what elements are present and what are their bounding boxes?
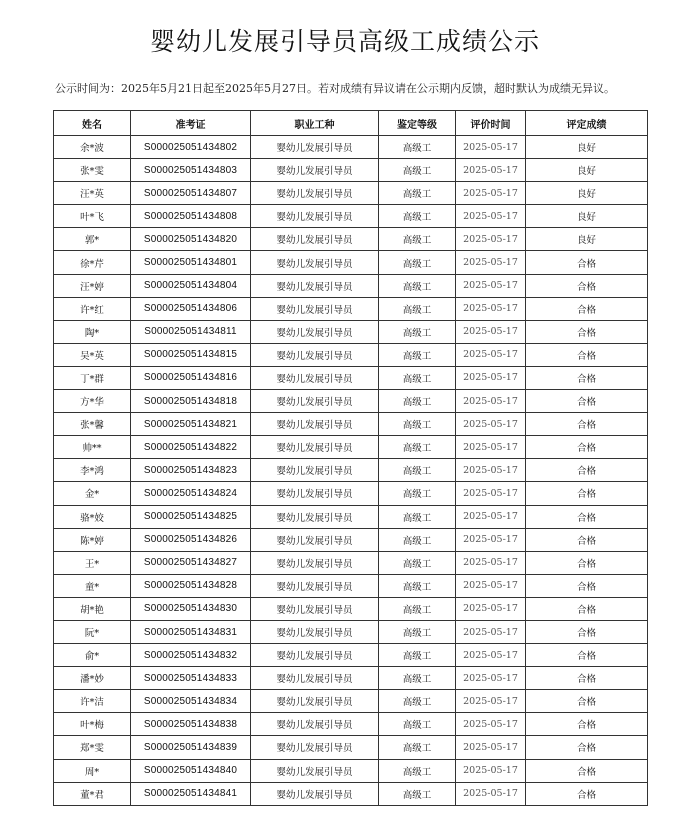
cell-date: 2025-05-17 (456, 620, 526, 643)
table-row (54, 597, 648, 620)
table-row (54, 759, 648, 782)
cell-level: 高级工 (379, 320, 456, 343)
table-row (54, 782, 648, 805)
cell-level: 高级工 (379, 251, 456, 274)
cell-name: 阮* (54, 620, 131, 643)
cell-date: 2025-05-17 (456, 736, 526, 759)
cell-result: 良好 (526, 159, 648, 182)
cell-job: 婴幼儿发展引导员 (251, 782, 379, 805)
table-row (54, 274, 648, 297)
cell-level: 高级工 (379, 713, 456, 736)
cell-ticket: S000025051434801 (131, 251, 251, 274)
cell-date: 2025-05-17 (456, 713, 526, 736)
cell-date: 2025-05-17 (456, 343, 526, 366)
cell-ticket: S000025051434804 (131, 274, 251, 297)
cell-name: 郭* (54, 228, 131, 251)
cell-date: 2025-05-17 (456, 551, 526, 574)
cell-ticket: S000025051434818 (131, 390, 251, 413)
cell-job: 婴幼儿发展引导员 (251, 182, 379, 205)
cell-ticket: S000025051434823 (131, 459, 251, 482)
cell-date: 2025-05-17 (456, 297, 526, 320)
cell-name: 陈*婷 (54, 528, 131, 551)
cell-level: 高级工 (379, 551, 456, 574)
cell-result: 合格 (526, 390, 648, 413)
cell-name: 李*鸿 (54, 459, 131, 482)
cell-result: 合格 (526, 782, 648, 805)
cell-ticket: S000025051434816 (131, 366, 251, 389)
cell-job: 婴幼儿发展引导员 (251, 597, 379, 620)
cell-result: 合格 (526, 459, 648, 482)
cell-name: 方*华 (54, 390, 131, 413)
cell-level: 高级工 (379, 459, 456, 482)
cell-name: 许*红 (54, 297, 131, 320)
cell-date: 2025-05-17 (456, 390, 526, 413)
cell-ticket: S000025051434827 (131, 551, 251, 574)
cell-name: 叶*梅 (54, 713, 131, 736)
cell-date: 2025-05-17 (456, 251, 526, 274)
cell-ticket: S000025051434826 (131, 528, 251, 551)
cell-name: 张*雯 (54, 159, 131, 182)
cell-name: 帅** (54, 436, 131, 459)
cell-job: 婴幼儿发展引导员 (251, 205, 379, 228)
cell-ticket: S000025051434833 (131, 667, 251, 690)
cell-date: 2025-05-17 (456, 574, 526, 597)
cell-result: 合格 (526, 667, 648, 690)
cell-ticket: S000025051434831 (131, 620, 251, 643)
page-title: 婴幼儿发展引导员高级工成绩公示 (149, 27, 540, 56)
cell-job: 婴幼儿发展引导员 (251, 759, 379, 782)
cell-date: 2025-05-17 (456, 436, 526, 459)
cell-level: 高级工 (379, 528, 456, 551)
cell-level: 高级工 (379, 182, 456, 205)
cell-date: 2025-05-17 (456, 528, 526, 551)
table-row (54, 482, 648, 505)
cell-job: 婴幼儿发展引导员 (251, 343, 379, 366)
cell-result: 合格 (526, 597, 648, 620)
cell-name: 俞* (54, 644, 131, 667)
cell-result: 良好 (526, 205, 648, 228)
cell-result: 合格 (526, 274, 648, 297)
cell-date: 2025-05-17 (456, 228, 526, 251)
cell-name: 童* (54, 574, 131, 597)
cell-level: 高级工 (379, 413, 456, 436)
cell-job: 婴幼儿发展引导员 (251, 136, 379, 159)
cell-level: 高级工 (379, 136, 456, 159)
cell-name: 潘*妙 (54, 667, 131, 690)
table-row (54, 505, 648, 528)
cell-name: 吴*英 (54, 343, 131, 366)
cell-result: 合格 (526, 644, 648, 667)
cell-result: 合格 (526, 505, 648, 528)
header-result: 评定成绩 (526, 111, 648, 136)
table-row (54, 390, 648, 413)
table-row (54, 228, 648, 251)
cell-result: 合格 (526, 759, 648, 782)
cell-job: 婴幼儿发展引导员 (251, 228, 379, 251)
cell-result: 合格 (526, 366, 648, 389)
table-body (54, 136, 648, 806)
header-job: 职业工种 (251, 111, 379, 136)
table-row (54, 413, 648, 436)
cell-job: 婴幼儿发展引导员 (251, 620, 379, 643)
table-row (54, 205, 648, 228)
cell-result: 合格 (526, 297, 648, 320)
cell-date: 2025-05-17 (456, 505, 526, 528)
cell-date: 2025-05-17 (456, 274, 526, 297)
cell-level: 高级工 (379, 228, 456, 251)
cell-date: 2025-05-17 (456, 690, 526, 713)
cell-ticket: S000025051434839 (131, 736, 251, 759)
cell-job: 婴幼儿发展引导员 (251, 436, 379, 459)
table-row (54, 644, 648, 667)
publicity-notice: 公示时间为：2025年5月21日起至2025年5月27日。若对成绩有异议请在公示期内反馈，超时默认为成绩无异议。 (55, 82, 615, 95)
header-ticket: 准考证 (131, 111, 251, 136)
cell-level: 高级工 (379, 644, 456, 667)
cell-ticket: S000025051434808 (131, 205, 251, 228)
cell-level: 高级工 (379, 205, 456, 228)
cell-name: 董*君 (54, 782, 131, 805)
cell-job: 婴幼儿发展引导员 (251, 667, 379, 690)
cell-ticket: S000025051434807 (131, 182, 251, 205)
cell-date: 2025-05-17 (456, 667, 526, 690)
cell-ticket: S000025051434824 (131, 482, 251, 505)
table-row (54, 574, 648, 597)
cell-result: 合格 (526, 436, 648, 459)
table-row (54, 690, 648, 713)
cell-ticket: S000025051434834 (131, 690, 251, 713)
cell-result: 合格 (526, 736, 648, 759)
cell-result: 良好 (526, 136, 648, 159)
cell-ticket: S000025051434828 (131, 574, 251, 597)
cell-level: 高级工 (379, 505, 456, 528)
cell-result: 合格 (526, 320, 648, 343)
header-level: 鉴定等级 (379, 111, 456, 136)
cell-result: 合格 (526, 482, 648, 505)
cell-level: 高级工 (379, 782, 456, 805)
cell-level: 高级工 (379, 597, 456, 620)
header-date: 评价时间 (456, 111, 526, 136)
cell-result: 合格 (526, 551, 648, 574)
table-row (54, 136, 648, 159)
cell-level: 高级工 (379, 759, 456, 782)
cell-name: 王* (54, 551, 131, 574)
cell-ticket: S000025051434806 (131, 297, 251, 320)
cell-level: 高级工 (379, 690, 456, 713)
cell-level: 高级工 (379, 343, 456, 366)
table-row (54, 528, 648, 551)
cell-name: 陶* (54, 320, 131, 343)
cell-name: 金* (54, 482, 131, 505)
cell-job: 婴幼儿发展引导员 (251, 551, 379, 574)
cell-name: 徐*芹 (54, 251, 131, 274)
cell-job: 婴幼儿发展引导员 (251, 644, 379, 667)
cell-date: 2025-05-17 (456, 413, 526, 436)
cell-job: 婴幼儿发展引导员 (251, 690, 379, 713)
cell-name: 许*洁 (54, 690, 131, 713)
cell-date: 2025-05-17 (456, 182, 526, 205)
table-row (54, 320, 648, 343)
cell-name: 汪*婷 (54, 274, 131, 297)
cell-job: 婴幼儿发展引导员 (251, 713, 379, 736)
cell-result: 合格 (526, 343, 648, 366)
cell-ticket: S000025051434832 (131, 644, 251, 667)
cell-ticket: S000025051434821 (131, 413, 251, 436)
cell-job: 婴幼儿发展引导员 (251, 274, 379, 297)
cell-date: 2025-05-17 (456, 159, 526, 182)
cell-name: 张*馨 (54, 413, 131, 436)
cell-level: 高级工 (379, 574, 456, 597)
cell-ticket: S000025051434825 (131, 505, 251, 528)
cell-result: 合格 (526, 713, 648, 736)
table-row (54, 366, 648, 389)
cell-job: 婴幼儿发展引导员 (251, 574, 379, 597)
results-table (53, 110, 648, 806)
cell-ticket: S000025051434840 (131, 759, 251, 782)
cell-job: 婴幼儿发展引导员 (251, 297, 379, 320)
cell-ticket: S000025051434811 (131, 320, 251, 343)
cell-ticket: S000025051434802 (131, 136, 251, 159)
table-row (54, 251, 648, 274)
cell-ticket: S000025051434820 (131, 228, 251, 251)
cell-job: 婴幼儿发展引导员 (251, 390, 379, 413)
cell-date: 2025-05-17 (456, 644, 526, 667)
cell-level: 高级工 (379, 159, 456, 182)
table-row (54, 620, 648, 643)
table-row (54, 667, 648, 690)
cell-level: 高级工 (379, 297, 456, 320)
cell-level: 高级工 (379, 390, 456, 413)
cell-job: 婴幼儿发展引导员 (251, 366, 379, 389)
cell-date: 2025-05-17 (456, 320, 526, 343)
cell-date: 2025-05-17 (456, 136, 526, 159)
cell-level: 高级工 (379, 366, 456, 389)
cell-name: 丁*群 (54, 366, 131, 389)
cell-ticket: S000025051434838 (131, 713, 251, 736)
cell-name: 叶*飞 (54, 205, 131, 228)
cell-name: 汪*英 (54, 182, 131, 205)
cell-level: 高级工 (379, 620, 456, 643)
table-row (54, 297, 648, 320)
cell-ticket: S000025051434815 (131, 343, 251, 366)
table-row (54, 459, 648, 482)
cell-date: 2025-05-17 (456, 205, 526, 228)
cell-ticket: S000025051434822 (131, 436, 251, 459)
cell-ticket: S000025051434841 (131, 782, 251, 805)
cell-job: 婴幼儿发展引导员 (251, 736, 379, 759)
cell-job: 婴幼儿发展引导员 (251, 320, 379, 343)
cell-result: 良好 (526, 228, 648, 251)
cell-date: 2025-05-17 (456, 482, 526, 505)
cell-name: 胡*艳 (54, 597, 131, 620)
table-row (54, 159, 648, 182)
cell-job: 婴幼儿发展引导员 (251, 159, 379, 182)
cell-name: 余*波 (54, 136, 131, 159)
cell-job: 婴幼儿发展引导员 (251, 413, 379, 436)
table-row (54, 736, 648, 759)
table-row (54, 551, 648, 574)
cell-date: 2025-05-17 (456, 459, 526, 482)
table-row (54, 436, 648, 459)
table-row (54, 713, 648, 736)
table-row (54, 182, 648, 205)
cell-result: 合格 (526, 574, 648, 597)
cell-result: 合格 (526, 528, 648, 551)
cell-level: 高级工 (379, 436, 456, 459)
cell-job: 婴幼儿发展引导员 (251, 482, 379, 505)
cell-name: 骆*姣 (54, 505, 131, 528)
cell-date: 2025-05-17 (456, 782, 526, 805)
cell-job: 婴幼儿发展引导员 (251, 251, 379, 274)
cell-level: 高级工 (379, 736, 456, 759)
cell-level: 高级工 (379, 482, 456, 505)
cell-job: 婴幼儿发展引导员 (251, 505, 379, 528)
cell-result: 合格 (526, 413, 648, 436)
cell-result: 良好 (526, 182, 648, 205)
cell-date: 2025-05-17 (456, 597, 526, 620)
cell-date: 2025-05-17 (456, 759, 526, 782)
cell-result: 合格 (526, 620, 648, 643)
table-row (54, 343, 648, 366)
cell-name: 周* (54, 759, 131, 782)
table-header-row (54, 111, 648, 136)
cell-job: 婴幼儿发展引导员 (251, 528, 379, 551)
cell-date: 2025-05-17 (456, 366, 526, 389)
cell-job: 婴幼儿发展引导员 (251, 459, 379, 482)
cell-result: 合格 (526, 251, 648, 274)
cell-name: 郑*雯 (54, 736, 131, 759)
cell-ticket: S000025051434830 (131, 597, 251, 620)
cell-ticket: S000025051434803 (131, 159, 251, 182)
cell-result: 合格 (526, 690, 648, 713)
cell-level: 高级工 (379, 667, 456, 690)
cell-level: 高级工 (379, 274, 456, 297)
header-name: 姓名 (54, 111, 131, 136)
